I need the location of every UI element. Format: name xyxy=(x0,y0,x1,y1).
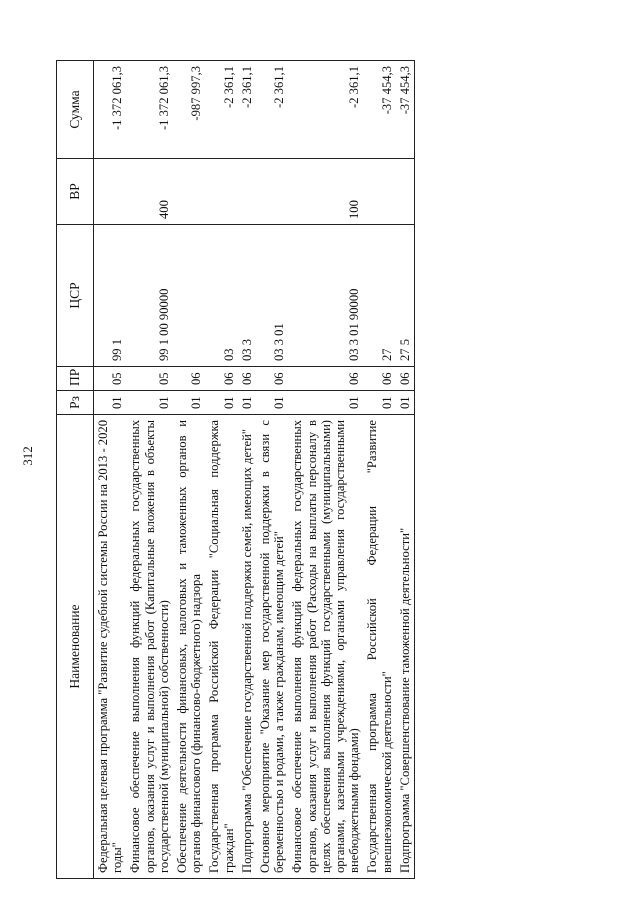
cell-csr: 03 3 01 xyxy=(256,225,288,367)
cell-rz: 01 xyxy=(396,391,415,415)
cell-name: Федеральная целевая программа "Развитие судебной системы России на 2013 - 2020 годы" xyxy=(94,415,127,879)
cell-name: Обеспечение деятельности финансовых, налоговых и таможенных органов и органов финансового (финансово-бюджетного) надзора xyxy=(173,415,205,879)
cell-csr: 27 5 xyxy=(396,225,415,367)
cell-pr: 06 xyxy=(363,367,395,391)
cell-sum: -2 361,1 xyxy=(238,61,256,159)
cell-sum: -987 997,3 xyxy=(173,61,205,159)
cell-csr: 27 xyxy=(363,225,395,367)
header-vr: ВР xyxy=(57,159,94,225)
cell-csr: 99 1 xyxy=(94,225,127,367)
cell-sum: -2 361,1 xyxy=(288,61,363,159)
header-name: Наименование xyxy=(57,415,94,879)
cell-sum: -1 372 061,3 xyxy=(126,61,173,159)
cell-vr xyxy=(396,159,415,225)
cell-sum: -2 361,1 xyxy=(256,61,288,159)
cell-rz: 01 xyxy=(94,391,127,415)
table-frame xyxy=(56,61,612,879)
cell-name: Государственная программа Российской Федерации "Развитие внешнеэкономической деятельности" xyxy=(363,415,395,879)
table-row xyxy=(238,61,256,879)
budget-table xyxy=(56,60,415,879)
cell-pr: 06 xyxy=(256,367,288,391)
header-csr: ЦСР xyxy=(57,225,94,367)
cell-rz: 01 xyxy=(205,391,237,415)
cell-pr: 06 xyxy=(238,367,256,391)
cell-sum: -1 372 061,3 xyxy=(94,61,127,159)
header-pr: ПР xyxy=(57,367,94,391)
cell-name: Подпрограмма "Совершенствование таможенной деятельности" xyxy=(396,415,415,879)
cell-csr: 03 3 01 90000 xyxy=(288,225,363,367)
cell-csr xyxy=(173,225,205,367)
cell-vr xyxy=(205,159,237,225)
table-row xyxy=(94,61,127,879)
cell-csr: 99 1 00 90000 xyxy=(126,225,173,367)
cell-pr: 05 xyxy=(126,367,173,391)
cell-rz: 01 xyxy=(363,391,395,415)
cell-name: Финансовое обеспечение выполнения функций федеральных государственных органов, оказания услуг и выполнения работ (Капитальные вложения в объекты государственной (муниципальной) собственности) xyxy=(126,415,173,879)
rotated-sheet xyxy=(56,61,612,879)
cell-pr: 06 xyxy=(288,367,363,391)
table-row xyxy=(256,61,288,879)
cell-pr: 05 xyxy=(94,367,127,391)
table-row xyxy=(288,61,363,879)
cell-name: Финансовое обеспечение выполнения функций федеральных государственных органов, оказания услуг и выполнения работ (Расходы на выплаты персоналу в целях обеспечения выполнения функций государственными (муниципальными) органами, казенными учреждениями, органами управления государственными внебюджетными фондами) xyxy=(288,415,363,879)
cell-vr xyxy=(238,159,256,225)
cell-vr xyxy=(94,159,127,225)
cell-name: Государственная программа Российской Федерации "Социальная поддержка граждан" xyxy=(205,415,237,879)
header-row xyxy=(57,61,94,879)
cell-vr xyxy=(256,159,288,225)
cell-pr: 06 xyxy=(205,367,237,391)
table-row xyxy=(173,61,205,879)
header-rz: Рз xyxy=(57,391,94,415)
cell-rz: 01 xyxy=(173,391,205,415)
cell-rz: 01 xyxy=(238,391,256,415)
cell-sum: -37 454,3 xyxy=(363,61,395,159)
cell-csr: 03 3 xyxy=(238,225,256,367)
header-sum: Сумма xyxy=(57,61,94,159)
cell-vr xyxy=(173,159,205,225)
cell-vr xyxy=(363,159,395,225)
cell-name: Подпрограмма "Обеспечение государственной поддержки семей, имеющих детей" xyxy=(238,415,256,879)
cell-sum: -37 454,3 xyxy=(396,61,415,159)
table-row xyxy=(126,61,173,879)
table-row xyxy=(205,61,237,879)
table-row xyxy=(396,61,415,879)
cell-pr: 06 xyxy=(173,367,205,391)
page-number-text: 312 xyxy=(20,446,35,466)
cell-sum: -2 361,1 xyxy=(205,61,237,159)
cell-vr: 400 xyxy=(126,159,173,225)
page-number xyxy=(18,444,38,468)
cell-csr: 03 xyxy=(205,225,237,367)
cell-pr: 06 xyxy=(396,367,415,391)
cell-rz: 01 xyxy=(288,391,363,415)
cell-rz: 01 xyxy=(256,391,288,415)
cell-name: Основное мероприятие "Оказание мер государственной поддержки в связи с беременностью и родами, а также гражданам, имеющим детей" xyxy=(256,415,288,879)
cell-rz: 01 xyxy=(126,391,173,415)
cell-vr: 100 xyxy=(288,159,363,225)
table-row xyxy=(363,61,395,879)
